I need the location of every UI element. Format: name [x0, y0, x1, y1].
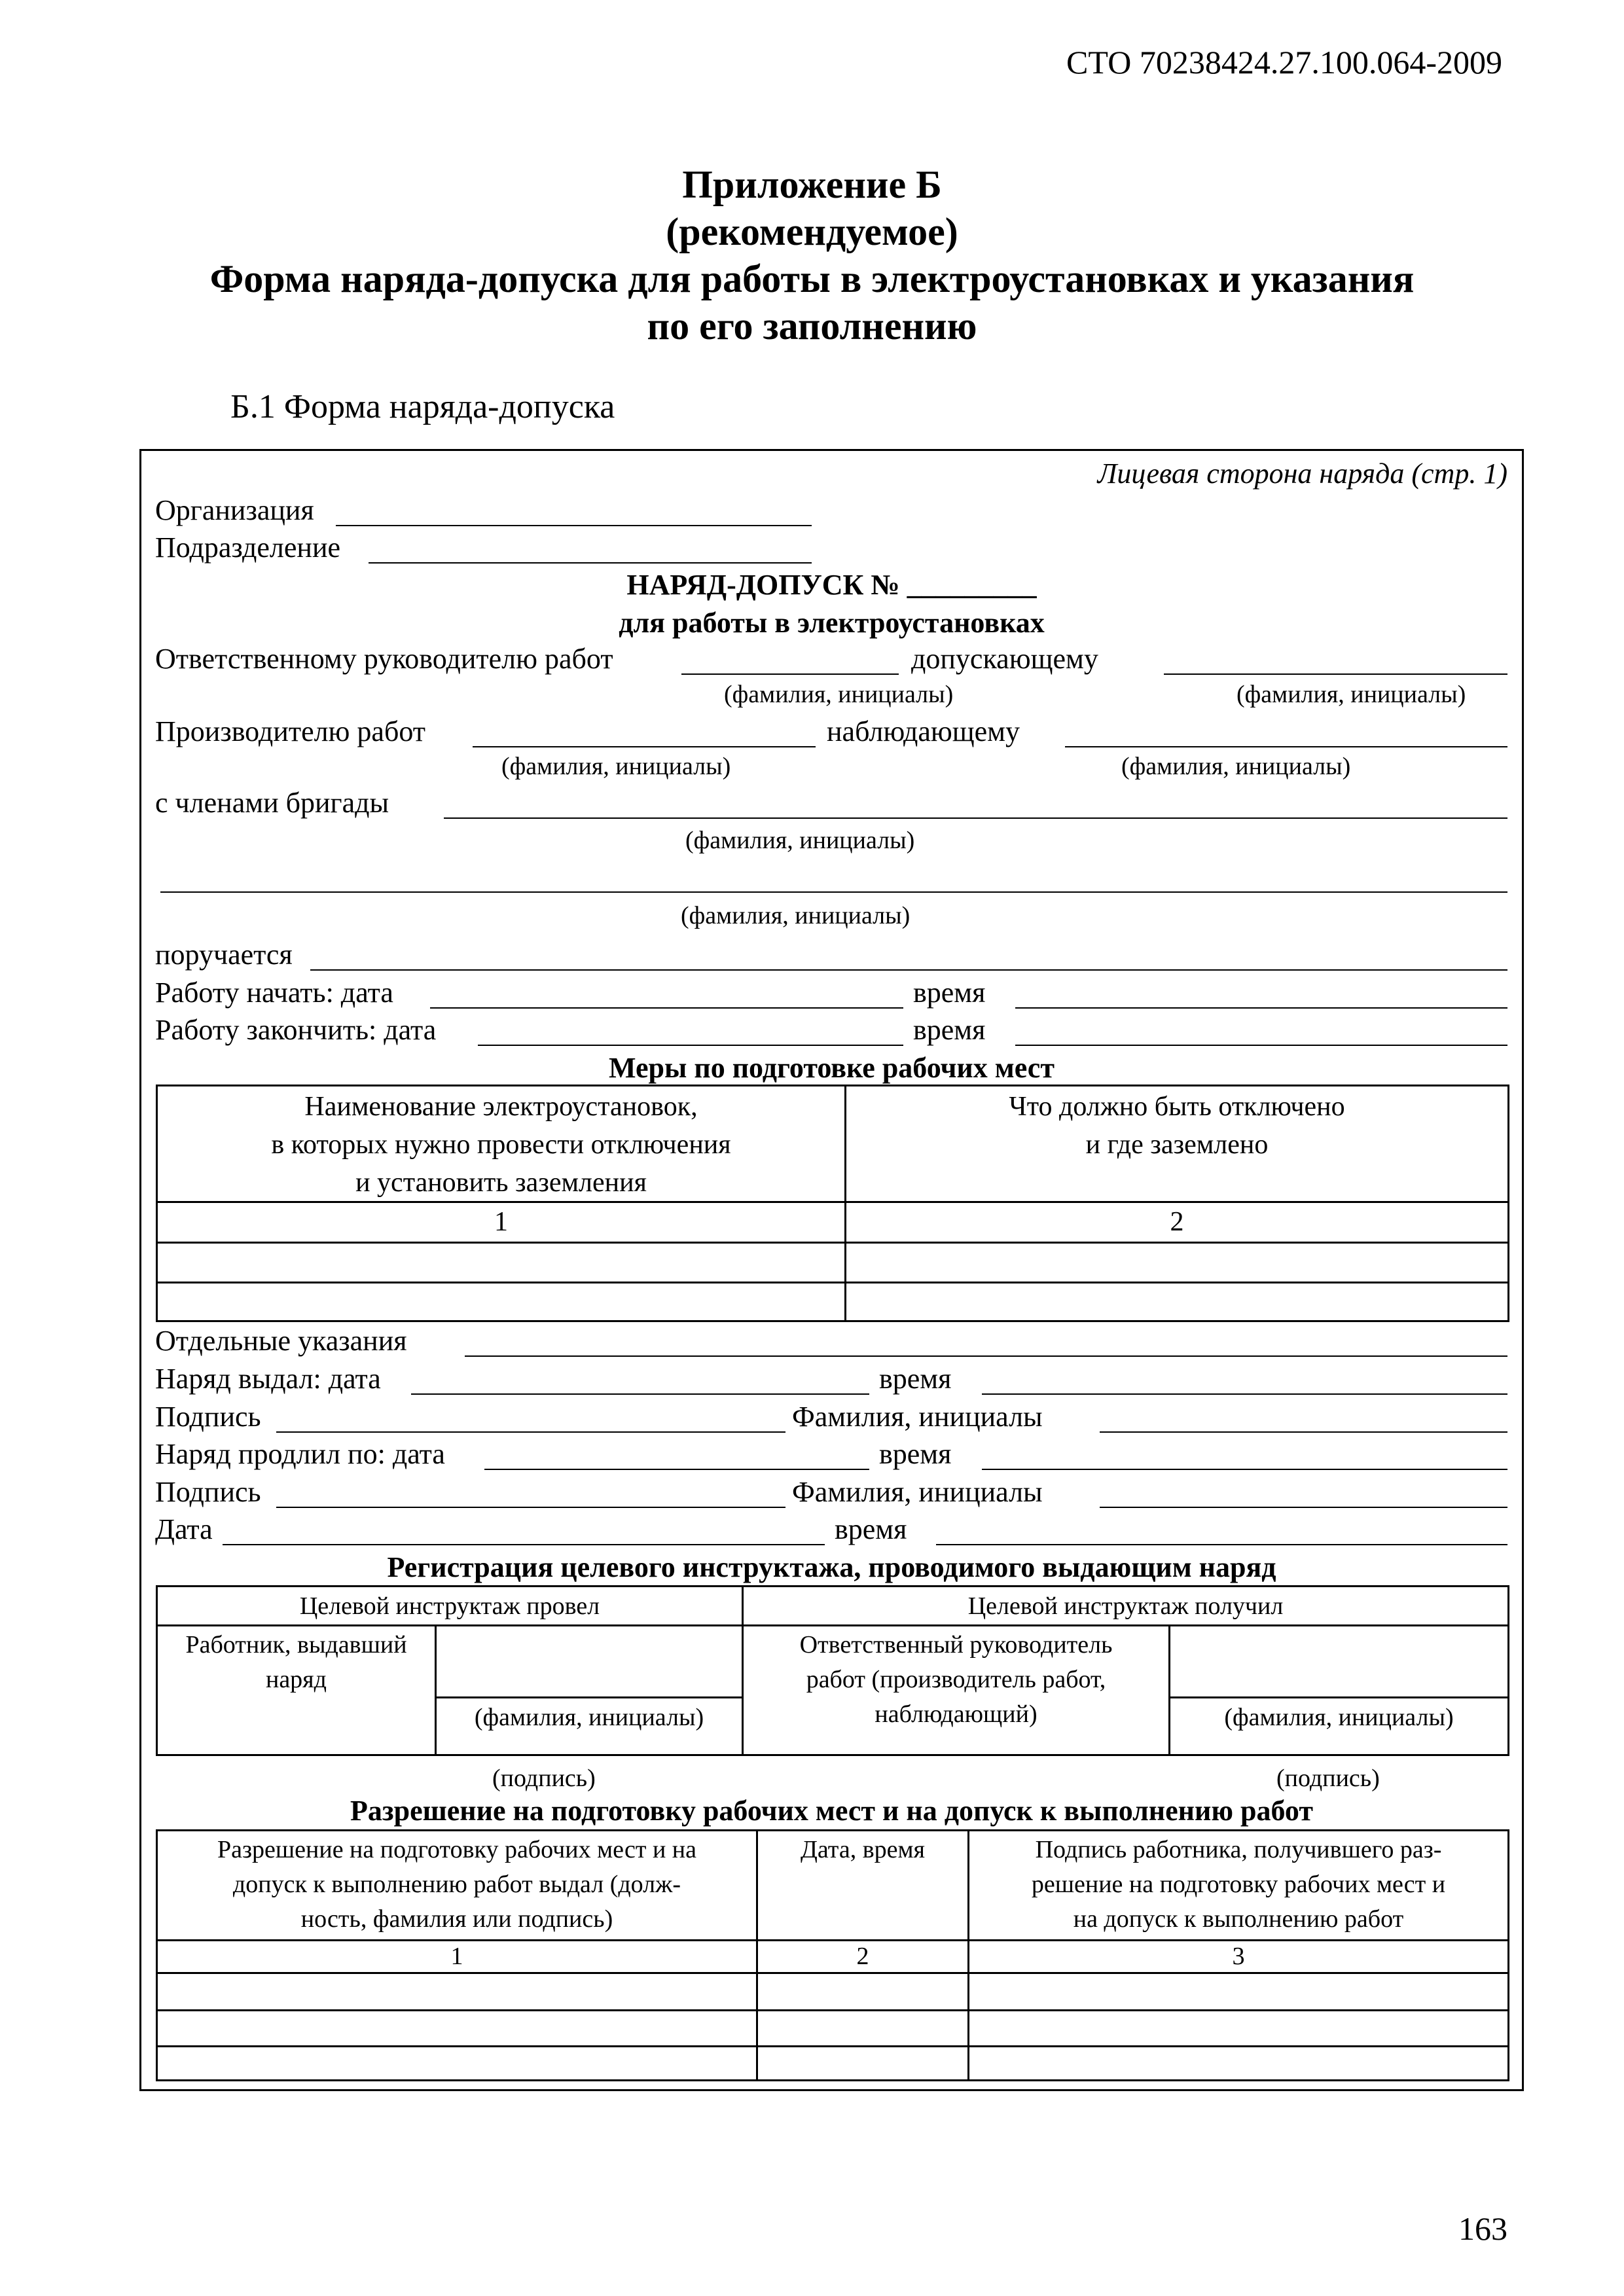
briefing-table-line: [435, 1696, 742, 1698]
measures-title: Меры по подготовке рабочих мест: [609, 1052, 1055, 1084]
measures-table-line: [156, 1242, 1509, 1244]
extended-fio-label: Фамилия, инициалы: [792, 1476, 1043, 1508]
extended-fio-field[interactable]: [1100, 1505, 1507, 1508]
briefing-table-divider: [435, 1624, 437, 1756]
permission-table-line: [156, 2045, 1509, 2047]
permission-col3-number: 3: [1232, 1943, 1245, 1970]
briefing-receiver-name-hint: (фамилия, инициалы): [1224, 1704, 1454, 1731]
permission-col1-header: [158, 1833, 756, 1937]
end-time-field[interactable]: [1015, 1043, 1507, 1046]
appendix-subject-line-2: по его заполнению: [647, 304, 977, 348]
end-date-field[interactable]: [478, 1043, 903, 1046]
brigade-field-2[interactable]: [160, 890, 1507, 893]
extended-time-label: время: [879, 1438, 952, 1470]
department-label: Подразделение: [155, 531, 341, 564]
extended-signature-field[interactable]: [276, 1505, 785, 1508]
brigade-label: с членами бригады: [155, 787, 389, 819]
responsible-name-hint: (фамилия, инициалы): [724, 681, 954, 708]
section-title: Б.1 Форма наряда-допуска: [230, 388, 615, 425]
responsible-label: Ответственному руководителю работ: [155, 643, 613, 675]
assigned-label: поручается: [155, 939, 293, 971]
permission-col3-line: Подпись работника, получившего раз-: [1035, 1836, 1442, 1863]
start-time-label: время: [913, 977, 986, 1009]
date-field[interactable]: [223, 1543, 825, 1545]
permission-col2-line: Дата, время: [800, 1836, 926, 1863]
assigned-field[interactable]: [310, 968, 1507, 971]
appendix-title: Приложение Б: [682, 163, 942, 206]
admitter-label: допускающему: [911, 643, 1098, 675]
measures-col1-line: в которых нужно провести отключения: [271, 1130, 731, 1160]
issued-time-field[interactable]: [982, 1392, 1507, 1395]
start-time-field[interactable]: [1015, 1006, 1507, 1009]
start-date-field[interactable]: [430, 1006, 903, 1009]
measures-col2-line: и где заземлено: [1085, 1130, 1269, 1160]
permission-col1-line: Разрешение на подготовку рабочих мест и на: [217, 1836, 696, 1863]
permission-col3-header: [969, 1833, 1507, 1937]
permission-col1-number: 1: [450, 1943, 463, 1970]
briefing-conducted-header: Целевой инструктаж провел: [299, 1592, 600, 1620]
date-time-label: время: [835, 1513, 907, 1545]
issued-label: Наряд выдал: дата: [155, 1363, 381, 1395]
briefing-table-divider: [1168, 1624, 1170, 1756]
measures-col2-number: 2: [1170, 1207, 1184, 1237]
permission-col1-line: ность, фамилия или подпись): [300, 1905, 613, 1933]
permission-title: Разрешение на подготовку рабочих мест и на допуск к выполнению работ: [350, 1795, 1313, 1827]
permission-table-line: [156, 2009, 1509, 2011]
briefing-issuer-cell: [158, 1628, 435, 1697]
special-label: Отдельные указания: [155, 1325, 407, 1357]
observer-field[interactable]: [1065, 745, 1507, 747]
extended-time-field[interactable]: [982, 1467, 1507, 1470]
admitter-field[interactable]: [1164, 672, 1507, 675]
briefing-table-line: [1168, 1696, 1509, 1698]
permission-col2-header: [758, 1833, 967, 1867]
issued-fio-field[interactable]: [1100, 1430, 1507, 1433]
department-field[interactable]: [369, 561, 812, 564]
permission-col1-line: допуск к выполнению работ выдал (долж-: [232, 1871, 681, 1898]
page-number: 163: [1458, 2210, 1507, 2247]
document-code: СТО 70238424.27.100.064-2009: [1066, 44, 1502, 81]
issued-signature-field[interactable]: [276, 1430, 785, 1433]
brigade-field-1[interactable]: [444, 816, 1507, 819]
order-title: НАРЯД-ДОПУСК № _________: [626, 569, 1037, 601]
appendix-status: (рекомендуемое): [666, 210, 958, 253]
brigade-name-hint-1: (фамилия, инициалы): [685, 827, 915, 854]
briefing-received-header: Целевой инструктаж получил: [967, 1592, 1284, 1620]
briefing-responsible-line: наблюдающий): [875, 1700, 1038, 1728]
date-label: Дата: [155, 1513, 213, 1545]
briefing-issuer-signature-hint: (подпись): [492, 1765, 596, 1792]
producer-label: Производителю работ: [155, 715, 425, 747]
measures-col1-line: Наименование электроустановок,: [304, 1092, 698, 1122]
briefing-issuer-line: Работник, выдавший: [185, 1631, 407, 1659]
measures-col1-line: и установить заземления: [355, 1168, 647, 1198]
appendix-subject-line-1: Форма наряда-допуска для работы в электроустановках и указания: [209, 257, 1415, 300]
observer-name-hint: (фамилия, инициалы): [1121, 753, 1351, 780]
measures-col1-number: 1: [494, 1207, 508, 1237]
organization-label: Организация: [155, 494, 314, 526]
briefing-title: Регистрация целевого инструктажа, проводимого выдающим наряд: [387, 1551, 1276, 1583]
end-label: Работу закончить: дата: [155, 1014, 437, 1046]
briefing-issuer-line: наряд: [265, 1666, 327, 1693]
end-time-label: время: [913, 1014, 986, 1046]
producer-field[interactable]: [473, 745, 816, 747]
issued-date-field[interactable]: [411, 1392, 869, 1395]
extended-date-field[interactable]: [484, 1467, 869, 1470]
briefing-responsible-cell: [744, 1628, 1168, 1732]
permission-col3-line: на допуск к выполнению работ: [1073, 1905, 1404, 1933]
special-field[interactable]: [465, 1354, 1507, 1357]
issued-signature-label: Подпись: [155, 1401, 261, 1433]
responsible-field[interactable]: [681, 672, 899, 675]
issued-fio-label: Фамилия, инициалы: [792, 1401, 1043, 1433]
permission-col3-line: решение на подготовку рабочих мест и: [1031, 1871, 1446, 1898]
start-label: Работу начать: дата: [155, 977, 393, 1009]
measures-table-line: [156, 1282, 1509, 1283]
organization-field[interactable]: [336, 524, 812, 526]
measures-col2-header: [846, 1088, 1507, 1164]
issued-time-label: время: [879, 1363, 952, 1395]
permission-col2-number: 2: [856, 1943, 869, 1970]
measures-col2-line: Что должно быть отключено: [1009, 1092, 1345, 1122]
admitter-name-hint: (фамилия, инициалы): [1236, 681, 1466, 708]
date-time-field[interactable]: [936, 1543, 1507, 1545]
extended-label: Наряд продлил по: дата: [155, 1438, 445, 1470]
brigade-name-hint-2: (фамилия, инициалы): [681, 902, 911, 929]
side-note: Лицевая сторона наряда (стр. 1): [1097, 457, 1507, 490]
briefing-responsible-line: работ (производитель работ,: [806, 1666, 1106, 1693]
measures-col1-header: [158, 1088, 844, 1202]
extended-signature-label: Подпись: [155, 1476, 261, 1508]
briefing-issuer-name-hint: (фамилия, инициалы): [474, 1704, 704, 1731]
observer-label: наблюдающему: [827, 715, 1020, 747]
briefing-table-line: [156, 1624, 1509, 1626]
order-subtitle: для работы в электроустановках: [619, 607, 1045, 639]
briefing-responsible-line: Ответственный руководитель: [799, 1631, 1113, 1659]
briefing-receiver-signature-hint: (подпись): [1276, 1765, 1380, 1792]
producer-name-hint: (фамилия, инициалы): [501, 753, 731, 780]
